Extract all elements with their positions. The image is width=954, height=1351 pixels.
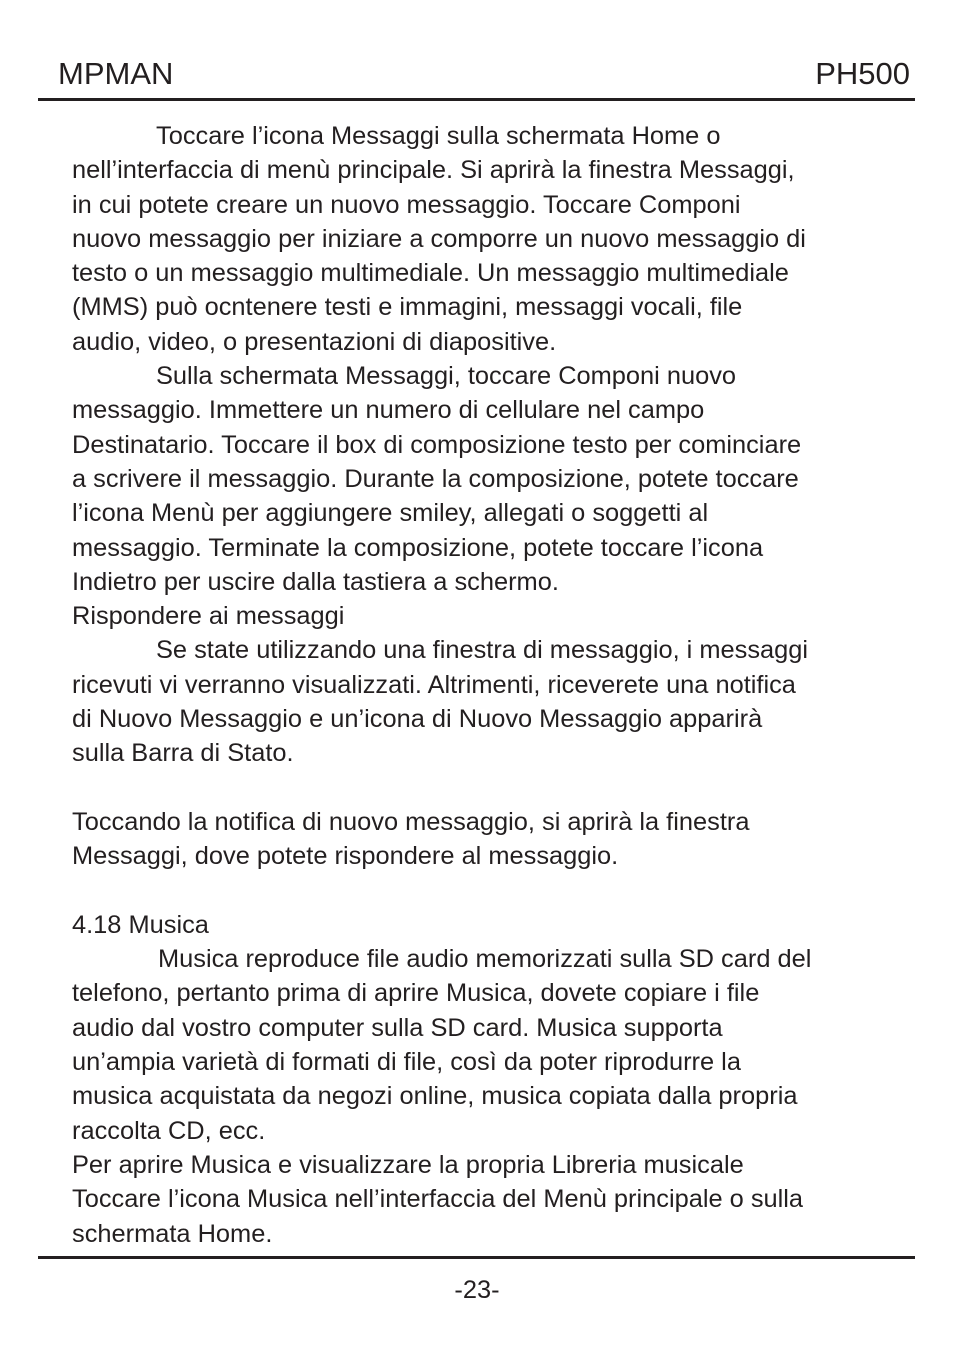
text-line: Per aprire Musica e visualizzare la propria Libreria musicale	[72, 1150, 744, 1179]
text-line: telefono, pertanto prima di aprire Musica, dovete copiare i file	[72, 979, 760, 1008]
header-brand: MPMAN	[58, 56, 174, 91]
blank-line	[72, 874, 902, 908]
text-line: in cui potete creare un nuovo messaggio. Toccare Componi	[72, 190, 741, 219]
text-line: Toccare l’icona Musica nell’interfaccia del Menù principale o sulla	[72, 1185, 804, 1214]
header-model: PH500	[815, 56, 910, 91]
text-line: schermata Home.	[72, 1219, 273, 1248]
text-line: messaggio. Immettere un numero di cellulare nel campo	[72, 396, 705, 425]
text-line: Messaggi, dove potete rispondere al messaggio.	[72, 842, 619, 871]
text-line: raccolta CD, ecc.	[72, 1116, 266, 1145]
text-line: audio, video, o presentazioni di diapositive.	[72, 327, 557, 356]
text-line: Toccando la notifica di nuovo messaggio, si aprirà la finestra	[72, 807, 750, 836]
text-line: testo o un messaggio multimediale. Un messaggio multimediale	[72, 259, 789, 288]
subheading-rispondere: Rispondere ai messaggi	[72, 602, 345, 631]
header-divider	[38, 98, 915, 101]
footer-divider	[38, 1256, 915, 1259]
text-line: Se state utilizzando una finestra di messaggio, i messaggi	[156, 636, 809, 665]
text-line: a scrivere il messaggio. Durante la composizione, potete toccare	[72, 464, 799, 493]
text-line: musica acquistata da negozi online, musica copiata dalla propria	[72, 1082, 798, 1111]
text-line: messaggio. Terminate la composizione, potete toccare l’icona	[72, 533, 764, 562]
text-line: Indietro per uscire dalla tastiera a schermo.	[72, 567, 559, 596]
page-body	[72, 119, 902, 1251]
text-line: (MMS) può ocntenere testi e immagini, messaggi vocali, file	[72, 293, 743, 322]
text-line: ricevuti vi verranno visualizzati. Altrimenti, riceverete una notifica	[72, 670, 796, 699]
text-line: audio dal vostro computer sulla SD card. Musica supporta	[72, 1013, 723, 1042]
text-line: nuovo messaggio per iniziare a comporre un nuovo messaggio di	[72, 224, 806, 253]
text-line: nell’interfaccia di menù principale. Si aprirà la finestra Messaggi,	[72, 156, 795, 185]
text-line: sulla Barra di Stato.	[72, 739, 294, 768]
text-line: Musica reproduce file audio memorizzati sulla SD card del	[158, 945, 812, 974]
text-line: Sulla schermata Messaggi, toccare Componi nuovo	[156, 362, 737, 391]
text-line: Destinatario. Toccare il box di composizione testo per cominciare	[72, 430, 802, 459]
page-number: -23-	[454, 1276, 500, 1304]
text-line: l’icona Menù per aggiungere smiley, allegati o soggetti al	[72, 499, 709, 528]
text-line: Toccare l’icona Messaggi sulla schermata Home o	[156, 122, 721, 150]
blank-line	[72, 771, 902, 805]
section-heading-musica: 4.18 Musica	[72, 910, 209, 939]
text-line: di Nuovo Messaggio e un’icona di Nuovo Messaggio apparirà	[72, 705, 763, 734]
text-line: un’ampia varietà di formati di file, così da poter riprodurre la	[72, 1048, 741, 1077]
